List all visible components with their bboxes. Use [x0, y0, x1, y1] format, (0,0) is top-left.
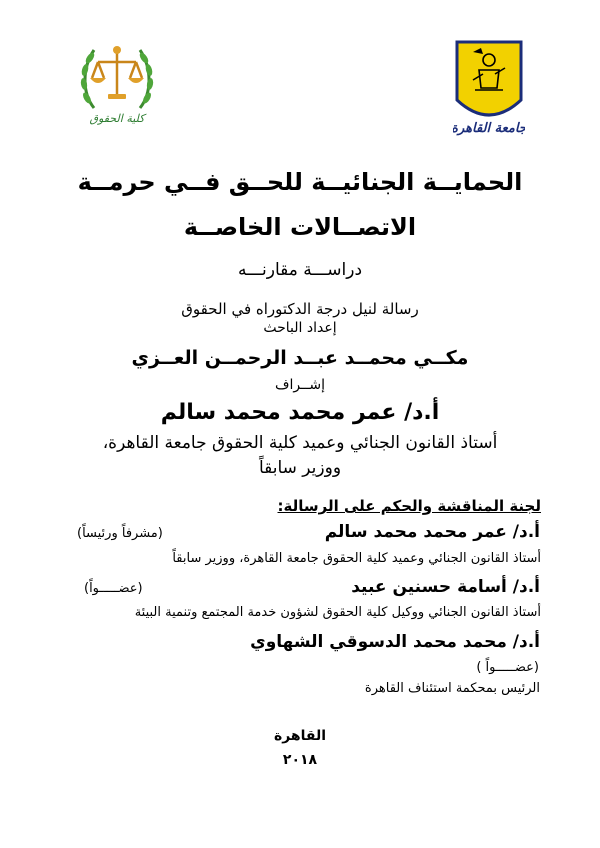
committee-member-name: أ.د/ عمر محمد محمد سالم [324, 522, 540, 542]
committee-member-role: (عضـــــواً ) [476, 660, 539, 675]
committee-member-role: (مشرفاً ورئيساً) [77, 526, 163, 541]
committee-member-description: أستاذ القانون الجنائي ووكيل كلية الحقوق لشؤون خدمة المجتمع وتنمية البيئة [134, 605, 541, 620]
prepared-by-label: إعداد الباحث [263, 320, 337, 336]
faculty-of-law-logo [78, 38, 156, 128]
committee-member-description: أستاذ القانون الجنائي وعميد كلية الحقوق جامعة القاهرة، ووزير سابقاً [172, 551, 541, 566]
thesis-title-line1: الحمايــة الجنائيــة للحــق فــي حرمــة [77, 168, 523, 196]
supervisor-description: أستاذ القانون الجنائي وعميد كلية الحقوق جامعة القاهرة، [102, 433, 498, 453]
committee-heading: لجنة المناقشة والحكم على الرسالة: [277, 497, 541, 515]
thesis-purpose: رسالة لنيل درجة الدكتوراه في الحقوق [181, 300, 419, 318]
committee-member-role: (عضـــــواً) [84, 581, 143, 596]
cairo-university-logo [453, 40, 525, 138]
svg-text:كلية الحقوق: كلية الحقوق [89, 112, 145, 125]
supervisor-name: أ.د/ عمر محمد محمد سالم [160, 400, 440, 425]
researcher-name: مكــي محمــد عبــد الرحمــن العــزي [131, 347, 469, 369]
city: القاهرة [273, 728, 327, 744]
committee-member-name: أ.د/ أسامة حسنين عبيد [351, 577, 540, 597]
supervision-label: إشــراف [275, 377, 325, 393]
study-type: دراســـة مقارنـــه [237, 260, 363, 280]
year: ٢٠١٨ [282, 752, 318, 768]
thesis-title-line2: الاتصــالات الخاصــة [183, 213, 417, 241]
committee-member-name: أ.د/ محمد محمد الدسوقي الشهاوي [250, 632, 540, 652]
committee-member-description: الرئيس بمحكمة استئناف القاهرة [364, 681, 540, 696]
supervisor-description-line2: ووزير سابقاً [258, 458, 342, 478]
svg-text:جامعة القاهرة: جامعة القاهرة [453, 121, 525, 136]
